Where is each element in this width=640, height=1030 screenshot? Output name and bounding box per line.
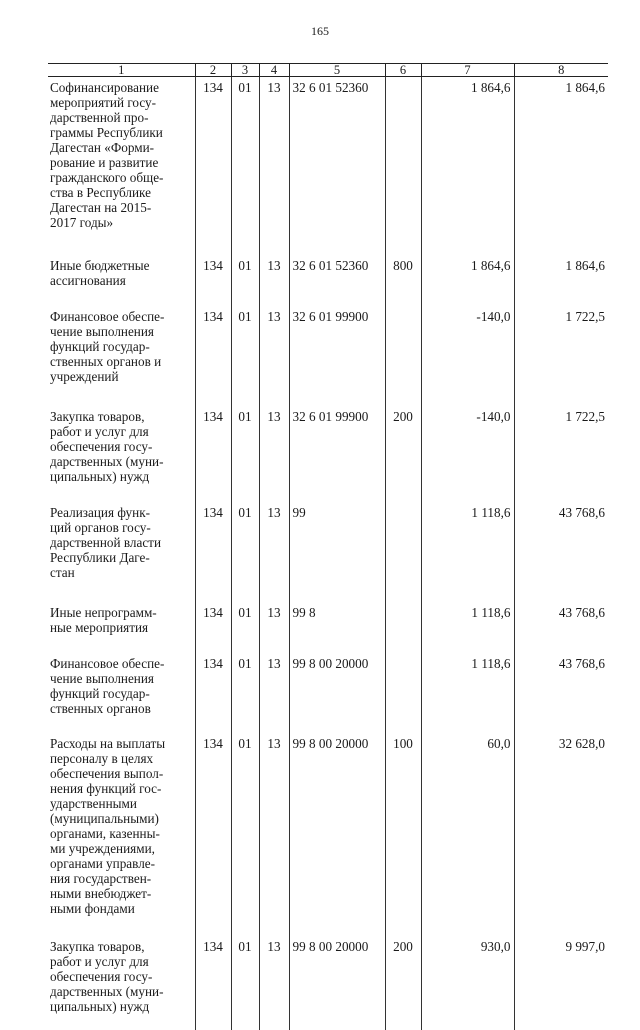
code-2-cell: 134: [195, 936, 231, 1030]
code-6-cell: [385, 77, 421, 256]
amount-7-cell: 1 864,6: [421, 255, 514, 306]
code-5-cell: 32 6 01 99900: [289, 306, 385, 406]
code-5-cell: 99 8: [289, 602, 385, 653]
code-4-cell: 13: [259, 406, 289, 502]
column-header-5: 5: [289, 64, 385, 77]
page-number: 165: [0, 24, 640, 39]
code-4-cell: 13: [259, 653, 289, 733]
table-row: [48, 936, 608, 1030]
table-row: [48, 306, 608, 406]
amount-8-cell: 1 864,6: [514, 77, 608, 256]
code-4-cell: 13: [259, 602, 289, 653]
table-row: [48, 653, 608, 733]
code-4-cell: 13: [259, 936, 289, 1030]
column-header-1: 1: [48, 64, 195, 77]
column-header-8: 8: [514, 64, 608, 77]
code-3-cell: 01: [231, 936, 259, 1030]
code-3-cell: 01: [231, 406, 259, 502]
code-5-cell: 99 8 00 20000: [289, 936, 385, 1030]
code-4-cell: 13: [259, 306, 289, 406]
code-3-cell: 01: [231, 502, 259, 602]
amount-7-cell: 1 864,6: [421, 77, 514, 256]
code-5-cell: 32 6 01 52360: [289, 255, 385, 306]
code-5-cell: 99 8 00 20000: [289, 733, 385, 936]
column-header-4: 4: [259, 64, 289, 77]
code-6-cell: 800: [385, 255, 421, 306]
amount-8-cell: 43 768,6: [514, 602, 608, 653]
table-row: [48, 733, 608, 936]
code-6-cell: [385, 306, 421, 406]
code-6-cell: 200: [385, 406, 421, 502]
code-4-cell: 13: [259, 77, 289, 256]
code-3-cell: 01: [231, 77, 259, 256]
code-3-cell: 01: [231, 602, 259, 653]
amount-7-cell: -140,0: [421, 406, 514, 502]
amount-8-cell: 32 628,0: [514, 733, 608, 936]
table-row: [48, 255, 608, 306]
item-name-cell: Софинансирование мероприятий госу- дарственной про- граммы Республики Дагестан «Форми- рование и развитие гражданского обще- ства в Республике Дагестан на 2015- 2017 годы»: [48, 77, 195, 256]
code-6-cell: [385, 602, 421, 653]
table-row: [48, 502, 608, 602]
code-2-cell: 134: [195, 77, 231, 256]
amount-8-cell: 1 864,6: [514, 255, 608, 306]
code-4-cell: 13: [259, 502, 289, 602]
item-name-cell: Иные бюджетные ассигнования: [48, 255, 195, 306]
item-name-cell: Закупка товаров, работ и услуг для обеспечения госу- дарственных (муни- ципальных) нужд: [48, 936, 195, 1030]
amount-8-cell: 1 722,5: [514, 306, 608, 406]
budget-table: [48, 63, 608, 1030]
column-header-3: 3: [231, 64, 259, 77]
code-4-cell: 13: [259, 255, 289, 306]
item-name-cell: Финансовое обеспе- чение выполнения функций государ- ственных органов и учреждений: [48, 306, 195, 406]
column-header-7: 7: [421, 64, 514, 77]
amount-8-cell: 1 722,5: [514, 406, 608, 502]
table-body: [48, 77, 608, 1030]
code-6-cell: 200: [385, 936, 421, 1030]
column-header-2: 2: [195, 64, 231, 77]
amount-7-cell: -140,0: [421, 306, 514, 406]
amount-8-cell: 9 997,0: [514, 936, 608, 1030]
code-2-cell: 134: [195, 406, 231, 502]
code-6-cell: 100: [385, 733, 421, 936]
table-row: [48, 602, 608, 653]
amount-8-cell: 43 768,6: [514, 502, 608, 602]
amount-7-cell: 930,0: [421, 936, 514, 1030]
code-2-cell: 134: [195, 653, 231, 733]
amount-7-cell: 1 118,6: [421, 502, 514, 602]
code-6-cell: [385, 502, 421, 602]
code-4-cell: 13: [259, 733, 289, 936]
header-row: [48, 64, 608, 77]
code-3-cell: 01: [231, 653, 259, 733]
amount-7-cell: 1 118,6: [421, 602, 514, 653]
code-6-cell: [385, 653, 421, 733]
item-name-cell: Расходы на выплаты персоналу в целях обеспечения выпол- нения функций гос- ударственными (муниципальными) органами, казенны- ми учреждениями, органами управле- ния государствен- ными внебюджет- ными фондами: [48, 733, 195, 936]
code-5-cell: 32 6 01 52360: [289, 77, 385, 256]
code-5-cell: 99: [289, 502, 385, 602]
item-name-cell: Реализация функ- ций органов госу- дарственной власти Республики Даге- стан: [48, 502, 195, 602]
code-3-cell: 01: [231, 255, 259, 306]
code-5-cell: 99 8 00 20000: [289, 653, 385, 733]
column-header-6: 6: [385, 64, 421, 77]
amount-7-cell: 1 118,6: [421, 653, 514, 733]
item-name-cell: Иные непрограмм- ные мероприятия: [48, 602, 195, 653]
amount-8-cell: 43 768,6: [514, 653, 608, 733]
code-3-cell: 01: [231, 733, 259, 936]
code-3-cell: 01: [231, 306, 259, 406]
amount-7-cell: 60,0: [421, 733, 514, 936]
code-2-cell: 134: [195, 733, 231, 936]
code-2-cell: 134: [195, 502, 231, 602]
item-name-cell: Финансовое обеспе- чение выполнения функций государ- ственных органов: [48, 653, 195, 733]
item-name-cell: Закупка товаров, работ и услуг для обеспечения госу- дарственных (муни- ципальных) нужд: [48, 406, 195, 502]
code-5-cell: 32 6 01 99900: [289, 406, 385, 502]
table-row: [48, 77, 608, 256]
table-row: [48, 406, 608, 502]
code-2-cell: 134: [195, 255, 231, 306]
code-2-cell: 134: [195, 306, 231, 406]
code-2-cell: 134: [195, 602, 231, 653]
